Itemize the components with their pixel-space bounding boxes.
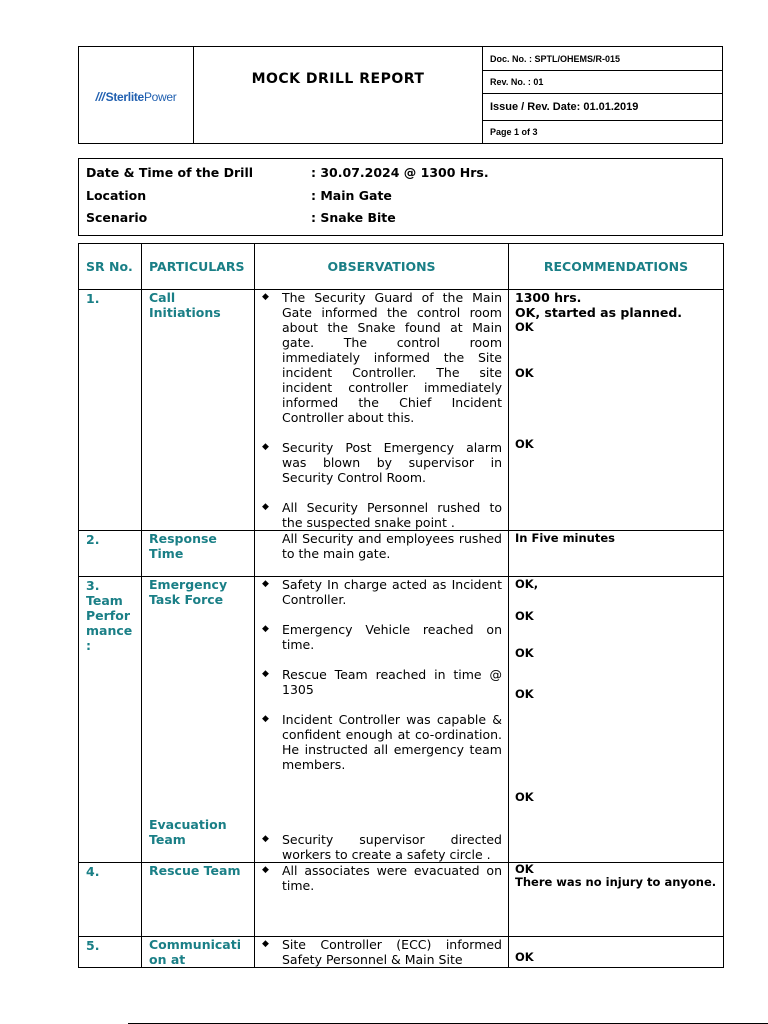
particular-cell: Communicati on at <box>142 937 255 968</box>
list-item: ◆ All associates were evacuated on time. <box>262 863 502 893</box>
table-row <box>79 531 724 577</box>
document-header <box>78 46 723 144</box>
header-observations: OBSERVATIONS <box>255 244 509 290</box>
date-value: : 30.07.2024 @ 1300 Hrs. <box>311 165 489 180</box>
date-label: Date & Time of the Drill <box>86 165 254 180</box>
diamond-bullet-icon: ◆ <box>262 669 269 679</box>
header-particulars: PARTICULARS <box>142 244 255 290</box>
diamond-bullet-icon: ◆ <box>262 442 269 452</box>
scenario-label: Scenario <box>86 210 148 225</box>
sr-cell: 1. <box>79 290 142 531</box>
diamond-bullet-icon: ◆ <box>262 834 269 844</box>
table-row <box>79 937 724 968</box>
sr-cell: 2. <box>79 531 142 577</box>
diamond-bullet-icon: ◆ <box>262 714 269 724</box>
diamond-bullet-icon: ◆ <box>262 292 269 302</box>
particular-cell: Rescue Team <box>142 863 255 937</box>
table-row <box>79 290 724 531</box>
observation-cell <box>255 577 509 863</box>
recommendation-cell: OK, OK OK OK OK <box>509 577 724 863</box>
drill-observations-table <box>78 243 724 968</box>
drill-info-box <box>78 158 723 236</box>
table-row <box>79 577 724 863</box>
recommendation-cell: OK There was no injury to anyone. <box>509 863 724 937</box>
table-row <box>79 863 724 937</box>
diamond-bullet-icon: ◆ <box>262 624 269 634</box>
list-item: ◆ Security supervisor directed workers to create a safety circle . <box>262 832 502 862</box>
location-label: Location <box>86 188 147 203</box>
list-item: ◆ Site Controller (ECC) informed Safety Personnel & Main Site <box>262 937 502 967</box>
sr-cell: 3. Team Perfor mance : <box>79 577 142 863</box>
list-item: ◆ Safety In charge acted as Incident Controller. <box>262 577 502 607</box>
observation-cell: All Security and employees rushed to the main gate. <box>255 531 509 577</box>
diamond-bullet-icon: ◆ <box>262 939 269 949</box>
issue-date: Issue / Rev. Date: 01.01.2019 <box>483 94 723 121</box>
recommendation-cell: 1300 hrs. OK, started as planned. OK OK OK <box>509 290 724 531</box>
location-value: : Main Gate <box>311 188 392 203</box>
scenario-value: : Snake Bite <box>311 210 396 225</box>
list-item: ◆ The Security Guard of the Main Gate informed the control room about the Snake found at Main gate. The control room immediately informed the Site incident Controller. The site incident controller immediately informed the Chief Incident Controller about this. <box>262 290 502 425</box>
logo-stripes-icon: /// <box>95 89 105 104</box>
header-recommendations: RECOMMENDATIONS <box>509 244 724 290</box>
doc-number: Doc. No. : SPTL/OHEMS/R-015 <box>483 47 723 71</box>
observation-cell <box>255 937 509 968</box>
list-item: ◆ Rescue Team reached in time @ 1305 <box>262 667 502 697</box>
particular-cell: Call Initiations <box>142 290 255 531</box>
list-item: ◆ All Security Personnel rushed to the suspected snake point . <box>262 500 502 530</box>
diamond-bullet-icon: ◆ <box>262 865 269 875</box>
header-sr: SR No. <box>79 244 142 290</box>
list-item: ◆ Security Post Emergency alarm was blown by supervisor in Security Control Room. <box>262 440 502 485</box>
report-title: MOCK DRILL REPORT <box>194 47 483 144</box>
recommendation-cell: OK <box>509 937 724 968</box>
observation-cell <box>255 863 509 937</box>
sterlite-power-logo: /// Sterlite Power <box>95 89 177 104</box>
sr-cell: 5. <box>79 937 142 968</box>
page-number: Page 1 of 3 <box>483 121 723 144</box>
observation-cell <box>255 290 509 531</box>
rev-number: Rev. No. : 01 <box>483 71 723 94</box>
table-header-row <box>79 244 724 290</box>
particular-cell: Emergency Task Force Evacuation Team <box>142 577 255 863</box>
diamond-bullet-icon: ◆ <box>262 579 269 589</box>
sr-cell: 4. <box>79 863 142 937</box>
recommendation-cell: In Five minutes <box>509 531 724 577</box>
particular-cell: Response Time <box>142 531 255 577</box>
logo-cell <box>79 47 194 144</box>
list-item: ◆ Incident Controller was capable & confident enough at co-ordination. He instructed all emergency team members. <box>262 712 502 772</box>
diamond-bullet-icon: ◆ <box>262 502 269 512</box>
list-item: ◆ Emergency Vehicle reached on time. <box>262 622 502 652</box>
